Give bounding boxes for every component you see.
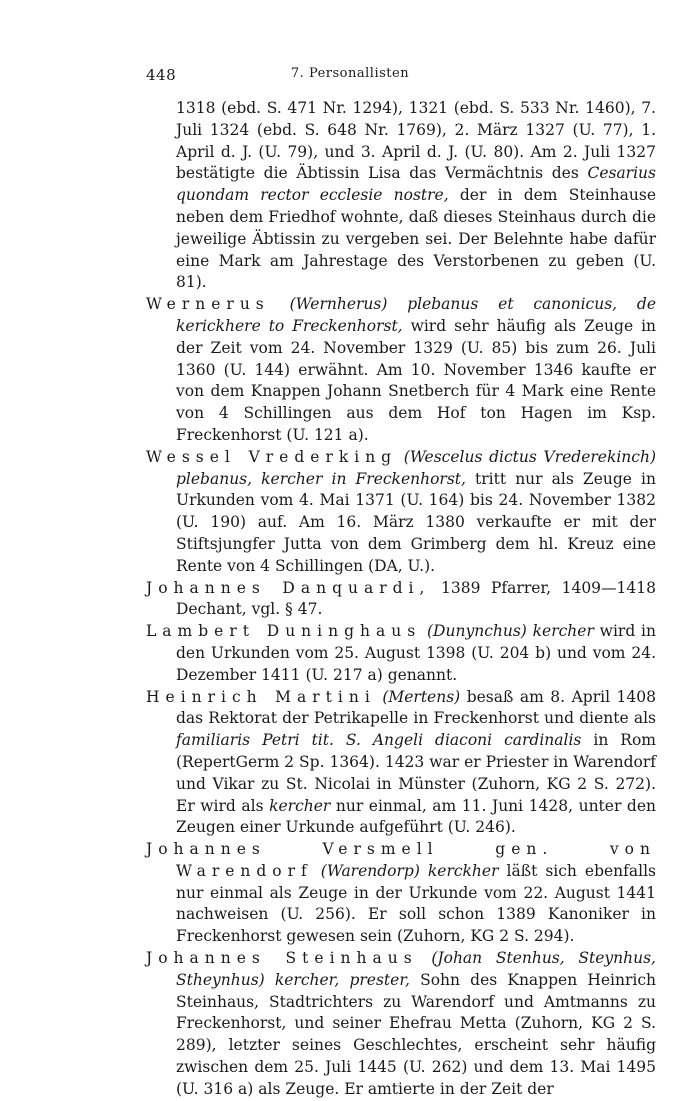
entry-alias: (Mertens) xyxy=(375,687,461,706)
entry-text: läßt sich ebenfalls nur einmal als Zeuge in der Urkunde vom 22. August 1441 nachweisen (U. 256). Er soll schon 1389 Kanoniker in Freckenhorst gewesen sein (Zuhorn, KG 2 S. 294). xyxy=(176,861,657,946)
entry-name: Wessel Vrederking xyxy=(146,447,398,466)
entry-text: Sohn des Knappen Heinrich Steinhaus, Stadtrichters zu Warendorf und Amtmanns zu Freckenhorst, und seiner Ehefrau Metta (Zuhorn, KG 2 S. 289), letzter seines Geschlechtes, erscheint sehr häufig zwischen dem 25. Juli 1445 (U. 262) und dem 13. Mai 1495 (U. 316 a) als Zeuge. Er amtierte in der Zeit der xyxy=(176,970,656,1098)
entry-text: tritt nur als Zeuge in Urkunden vom 4. Mai 1371 (U. 164) bis 24. November 1382 (U. 190) auf. Am 16. März 1380 verkaufte er mit der Stiftsjungfer Jutta von dem Grimberg dem hl. Kreuz eine Rente von 4 Schillingen (DA, U.). xyxy=(176,469,656,575)
entry-name: Johannes Danquardi, xyxy=(146,578,431,597)
entry-wessel-vrederking xyxy=(146,447,656,578)
entry-text: wird in den Urkunden vom 25. August 1398 (U. 204 b) und vom 24. Dezember 1411 (U. 217 a) genannt. xyxy=(176,622,656,684)
entry-alias: (Wernherus) plebanus et canonicus, de kerickhere to Freckenhorst, xyxy=(176,295,656,335)
entry-heinrich-martini: Heinrich Martini (Mertens) besaß am 8. April 1408 das Rektorat der Petrikapelle in Freckenhorst und diente als familiaris Petri tit. S. Angeli diaconi cardinalis in Rom (RepertGerm 2 Sp. 1364). 1423 war er Priester in Warendorf und Vikar zu St. Nicolai in Münster (Zuhorn, KG 2 S. 272). Er wird als kercher nur einmal, am 11. Juni 1428, unter den Zeugen einer Urkunde aufgeführt (U. 246). xyxy=(146,687,656,837)
entry-alias: (Dunynchus) kercher xyxy=(421,622,594,641)
entry-johannes-versmell xyxy=(146,839,656,948)
entry-wernerus xyxy=(146,294,656,447)
entry-text: 1389 Pfarrer, 1409—1418 Dechant, vgl. § 47. xyxy=(176,578,656,619)
entry-name: Johannes Steinhaus xyxy=(146,949,418,968)
entry-johannes-danquardi xyxy=(146,578,656,622)
entry-text: wird sehr häufig als Zeuge in der Zeit vom 24. November 1329 (U. 85) bis zum 26. Juli 1360 (U. 144) erwähnt. Am 10. November 1346 kaufte er von dem Knappen Johann Snetberch für 4 Mark eine Rente von 4 Schillingen aus dem Hof ton Hagen im Ksp. Freckenhorst (U. 121 a). xyxy=(176,316,657,444)
entry-name: Heinrich Martini xyxy=(146,687,376,706)
entry-name: Lambert Duninghaus xyxy=(146,622,422,641)
body-text xyxy=(146,98,656,1101)
entry-johannes-steinhaus xyxy=(146,948,656,1101)
running-head: 7. Personallisten xyxy=(290,66,410,81)
entry-name: Wernerus xyxy=(146,295,270,314)
entry-alias: (Johan Stenhus, Steynhus, Stheynhus) kercher, prester, xyxy=(176,949,656,989)
entry-alias: (Warendorp) kerckher xyxy=(312,861,499,880)
entry-alias: (Wescelus dictus Vrederekinch) plebanus, kercher in Freckenhorst, xyxy=(176,447,656,488)
entry-name: Johannes Versmell gen. von Warendorf xyxy=(146,840,656,880)
entry-lambert-duninghaus xyxy=(146,621,656,686)
continued-paragraph: 1318 (ebd. S. 471 Nr. 1294), 1321 (ebd. S. 533 Nr. 1460), 7. Juli 1324 (ebd. S. 648 Nr. 1769), 2. März 1327 (U. 77), 1. April d. J. (U. 79), und 3. April d. J. (U. 80). Am 2. Juli 1327 bestätigte die Äbtissin Lisa das Vermächtnis des Cesarius quondam rector ecclesie nostre, der in dem Steinhause neben dem Friedhof wohnte, daß dieses Steinhaus durch die jeweilige Äbtissin zu vergeben sei. Der Belehnte habe dafür eine Mark am Jahrestage des Verstorbenen zu geben (U. 81). xyxy=(176,99,656,292)
page-number: 448 xyxy=(146,66,177,84)
